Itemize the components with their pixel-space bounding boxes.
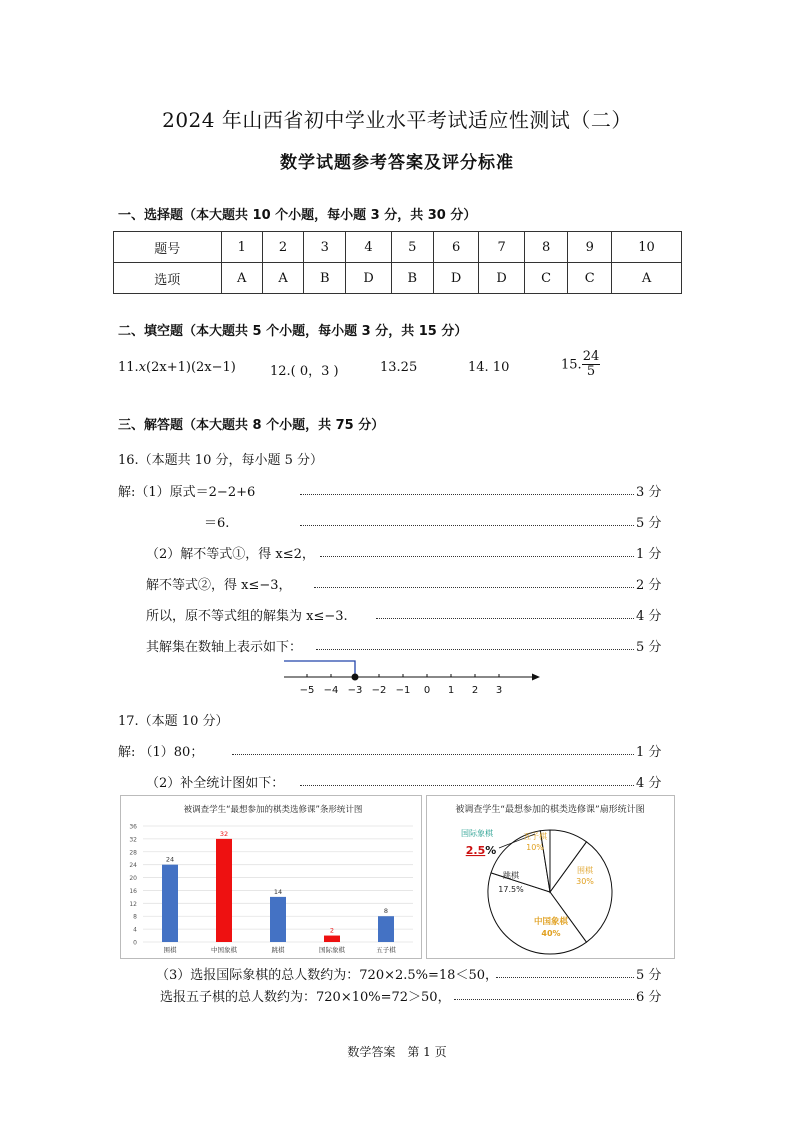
answer-q15 xyxy=(561,350,600,380)
y-tick-label: 0 xyxy=(133,939,137,947)
table-cell: 2 xyxy=(262,232,303,263)
q11-var: x xyxy=(138,360,147,375)
bar-value-label: 32 xyxy=(219,829,229,838)
table-cell: C xyxy=(568,263,612,294)
table-cell: 1 xyxy=(221,232,262,263)
bar-value-label: 8 xyxy=(383,907,389,916)
table-header-cell: 选项 xyxy=(114,263,222,294)
q15-fraction xyxy=(582,350,601,380)
table-cell: 7 xyxy=(479,232,525,263)
bar-value-label: 2 xyxy=(329,926,335,935)
table-cell: B xyxy=(391,263,433,294)
y-tick-label: 4 xyxy=(133,926,137,934)
q16-line2: ＝6. xyxy=(204,516,230,531)
table-cell: D xyxy=(479,263,525,294)
x-tick-label: 中国象棋 xyxy=(211,946,237,954)
leader-dots xyxy=(496,977,634,978)
q17-line1: 解: （1）80； xyxy=(118,745,204,760)
table-cell: A xyxy=(221,263,262,294)
axis-tick-label: 2 xyxy=(471,685,479,696)
table-cell: 3 xyxy=(304,232,346,263)
table-cell: 5 xyxy=(391,232,433,263)
score-label: 4 分 xyxy=(636,776,662,791)
x-tick-label: 国际象棋 xyxy=(319,946,345,954)
y-tick-label: 12 xyxy=(129,900,137,908)
leader-dots xyxy=(316,649,634,650)
answer-table xyxy=(113,231,682,294)
axis-tick-label: −2 xyxy=(371,685,387,696)
table-cell: D xyxy=(346,263,392,294)
pie-chart-frame xyxy=(426,795,675,959)
bar-value-label: 14 xyxy=(273,887,283,896)
q11-number: 11. xyxy=(118,360,139,375)
x-tick-label: 围棋 xyxy=(163,946,177,954)
table-header-cell: 题号 xyxy=(114,232,222,263)
q16-line3: （2）解不等式①，得 x≤2， xyxy=(146,547,315,562)
score-label: 5 分 xyxy=(636,968,662,983)
bar xyxy=(162,865,178,942)
axis-tick-label: 0 xyxy=(423,685,431,696)
score-label: 1 分 xyxy=(636,745,662,760)
chart-title: 被调查学生“最想参加的棋类选修课”扇形统计图 xyxy=(455,805,645,815)
score-label: 1 分 xyxy=(636,547,662,562)
axis-tick-label: −5 xyxy=(299,685,315,696)
score-label: 3 分 xyxy=(636,485,662,500)
pie-label-pct: 30% xyxy=(576,877,594,886)
axis-tick-label: −1 xyxy=(395,685,411,696)
leader-dots xyxy=(454,999,634,1000)
y-tick-label: 20 xyxy=(129,875,137,883)
chart-title: 被调查学生“最想参加的棋类选修课”条形统计图 xyxy=(183,805,363,815)
bar-chart xyxy=(121,796,421,958)
fraction-numerator: 24 xyxy=(582,349,600,364)
score-label: 5 分 xyxy=(636,516,662,531)
leader-dots xyxy=(376,618,634,619)
table-row xyxy=(114,232,682,263)
table-cell: C xyxy=(524,263,568,294)
page-title: 2024 年山西省初中学业水平考试适应性测试（二） xyxy=(162,108,632,132)
q16-line6: 其解集在数轴上表示如下： xyxy=(146,640,303,655)
q17-line2: （2）补全统计图如下： xyxy=(146,776,285,791)
bar-value-label: 24 xyxy=(165,855,175,864)
q16-heading: 16.（本题共 10 分，每小题 5 分） xyxy=(118,453,324,468)
answer-q12: 12.( 0，3 ) xyxy=(270,364,339,379)
table-row xyxy=(114,263,682,294)
q16-line5: 所以，原不等式组的解集为 x≤−3. xyxy=(146,609,348,624)
pie-label-pct: 40% xyxy=(541,929,561,938)
score-label: 6 分 xyxy=(636,990,662,1005)
score-label: 2 分 xyxy=(636,578,662,593)
pie-label-name: 围棋 xyxy=(577,866,593,875)
page-footer: 数学答案 第 1 页 xyxy=(347,1045,447,1059)
pie-label-pct: 17.5% xyxy=(498,885,524,894)
table-cell: D xyxy=(433,263,479,294)
pie-label-name: 五子棋 xyxy=(523,832,547,841)
page-subtitle: 数学试题参考答案及评分标准 xyxy=(280,153,514,173)
leader-dots xyxy=(300,785,634,786)
fraction-denominator: 5 xyxy=(586,364,596,380)
pie-label-pct xyxy=(466,844,497,857)
bar-chart-frame xyxy=(120,795,422,959)
leader-dots xyxy=(300,494,634,495)
pie-label-pct: 10% xyxy=(526,843,544,852)
leader-dots xyxy=(314,587,634,588)
pie-label-name: 中国象棋 xyxy=(533,917,569,927)
table-cell: A xyxy=(612,263,682,294)
leader-dots xyxy=(232,754,634,755)
y-tick-label: 24 xyxy=(129,862,137,870)
pie-label-name: 跳棋 xyxy=(503,871,519,880)
y-tick-label: 28 xyxy=(129,849,137,857)
q16-line1: 解:（1）原式＝2−2+6 xyxy=(118,485,256,500)
y-tick-label: 32 xyxy=(129,836,137,844)
q11-expression: (2x+1)(2x−1) xyxy=(146,360,236,375)
answer-q11 xyxy=(118,360,236,375)
y-tick-label: 8 xyxy=(133,913,137,921)
bar xyxy=(378,916,394,942)
bar xyxy=(324,936,340,942)
section1-heading: 一、选择题（本大题共 10 个小题，每小题 3 分，共 30 分） xyxy=(118,208,477,223)
number-line xyxy=(270,655,550,700)
q17-line4: 选报五子棋的总人数约为：720×10%=72＞50， xyxy=(160,990,451,1005)
axis-tick-label: 1 xyxy=(447,685,455,696)
q17-line3: （3）选报国际象棋的总人数约为：720×2.5%=18＜50， xyxy=(156,968,498,983)
q17-heading: 17.（本题 10 分） xyxy=(118,714,229,729)
answer-q14: 14. 10 xyxy=(468,360,510,375)
axis-tick-label: −3 xyxy=(347,685,363,696)
arrow-head-icon xyxy=(532,674,540,681)
section3-heading: 三、解答题（本大题共 8 个小题，共 75 分） xyxy=(118,418,385,433)
table-cell: 4 xyxy=(346,232,392,263)
q15-number: 15. xyxy=(561,357,582,373)
pie-chart xyxy=(427,796,674,958)
axis-tick-label: 3 xyxy=(495,685,503,696)
answer-q13: 13.25 xyxy=(380,360,418,375)
pie-label-name: 国际象棋 xyxy=(461,829,493,838)
table-cell: 10 xyxy=(612,232,682,263)
bar xyxy=(216,839,232,942)
section2-heading: 二、填空题（本大题共 5 个小题，每小题 3 分，共 15 分） xyxy=(118,324,468,339)
y-tick-label: 36 xyxy=(129,823,137,831)
x-tick-label: 跳棋 xyxy=(271,946,285,954)
axis-tick-label: −4 xyxy=(323,685,339,696)
bar xyxy=(270,897,286,942)
pie-label-pct-value: 2.5 xyxy=(465,844,486,857)
score-label: 5 分 xyxy=(636,640,662,655)
solution-ray xyxy=(284,661,355,677)
q16-line4: 解不等式②，得 x≤−3， xyxy=(146,578,292,593)
score-label: 4 分 xyxy=(636,609,662,624)
x-tick-label: 五子棋 xyxy=(376,946,396,954)
table-cell: A xyxy=(262,263,303,294)
table-cell: 6 xyxy=(433,232,479,263)
table-cell: 8 xyxy=(524,232,568,263)
table-cell: 9 xyxy=(568,232,612,263)
pie-label-pct-suffix: % xyxy=(485,844,497,857)
leader-dots xyxy=(320,556,634,557)
table-cell: B xyxy=(304,263,346,294)
leader-dots xyxy=(300,525,634,526)
y-tick-label: 16 xyxy=(129,887,137,895)
